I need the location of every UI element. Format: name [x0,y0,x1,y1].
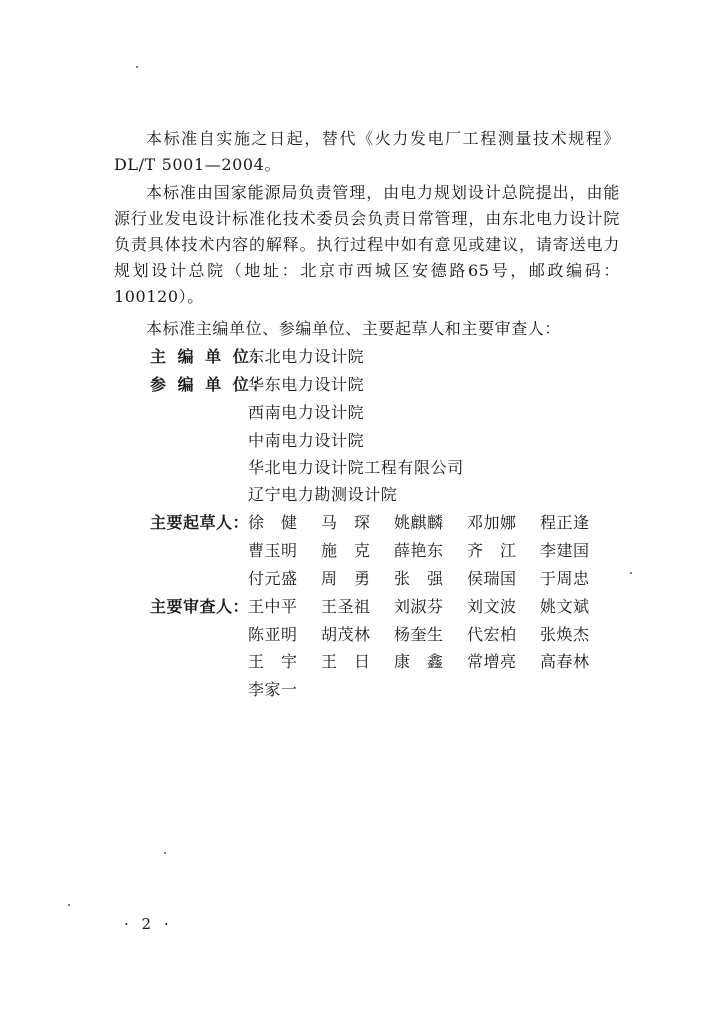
drafter-name: 邓加娜 [467,513,517,532]
reviewer-name: 王 日 [321,652,371,671]
drafter-name: 付元盛 [248,569,298,588]
reviewer-name: 王中平 [248,597,298,616]
participants-label: 参 编 单 位： [150,375,271,394]
reviewers-label: 主要审查人： [150,597,250,616]
reviewer-name: 王圣祖 [321,597,371,616]
drafter-name: 曹玉明 [248,541,298,560]
reviewer-name: 常增亮 [467,652,517,671]
paragraph-contributors-intro: 本标准主编单位、参编单位、主要起草人和主要审查人： [146,319,562,338]
chief-editor-unit: 东北电力设计院 [248,347,365,366]
participant-unit: 中南电力设计院 [248,431,365,450]
reviewer-name: 康 鑫 [394,652,444,671]
scan-speck [136,66,138,68]
participant-unit: 西南电力设计院 [248,403,365,422]
drafter-name: 程正逢 [540,513,590,532]
drafter-name: 张 强 [394,569,444,588]
drafter-name: 姚麒麟 [394,513,444,532]
drafters-label: 主要起草人： [150,513,250,532]
paragraph-replacement-notice: 本标准自实施之日起，替代《火力发电厂工程测量技术规程》DL/T 5001—2004。 [114,129,620,174]
scan-speck [164,852,166,854]
participant-unit: 辽宁电力勘测设计院 [248,485,398,504]
reviewer-name: 杨奎生 [394,625,444,644]
drafter-name: 周 勇 [321,569,371,588]
reviewer-name: 胡茂林 [321,625,371,644]
drafter-name: 徐 健 [248,513,298,532]
reviewer-name: 陈亚明 [248,625,298,644]
reviewer-name: 刘淑芬 [394,597,444,616]
drafter-name: 侯瑞国 [467,569,517,588]
reviewer-name: 王 宇 [248,652,298,671]
drafter-name: 薛艳东 [394,541,444,560]
scan-speck [630,572,632,574]
reviewer-name: 李家一 [248,680,298,699]
drafter-name: 齐 江 [467,541,517,560]
reviewer-name: 代宏柏 [467,625,517,644]
drafter-name: 施 克 [321,541,371,560]
reviewer-name: 张焕杰 [540,625,590,644]
drafter-name: 马 琛 [321,513,371,532]
drafter-name: 于周忠 [540,569,590,588]
drafter-name: 李建国 [540,541,590,560]
page-number: · 2 · [124,915,173,933]
participant-unit: 华东电力设计院 [248,375,365,394]
reviewer-name: 高春林 [540,652,590,671]
participant-unit: 华北电力设计院工程有限公司 [248,458,464,477]
paragraph-management-notice: 本标准由国家能源局负责管理，由电力规划设计总院提出，由能源行业发电设计标准化技术委员会负责日常管理，由东北电力设计院负责具体技术内容的解释。执行过程中如有意见或建议，请寄送电力规划设计总院（地址：北京市西城区安德路65号，邮政编码：100120）。 [114,183,620,306]
chief-editor-label: 主 编 单 位： [150,347,271,366]
reviewer-name: 刘文波 [467,597,517,616]
scan-speck [68,904,70,906]
reviewer-name: 姚文斌 [540,597,590,616]
